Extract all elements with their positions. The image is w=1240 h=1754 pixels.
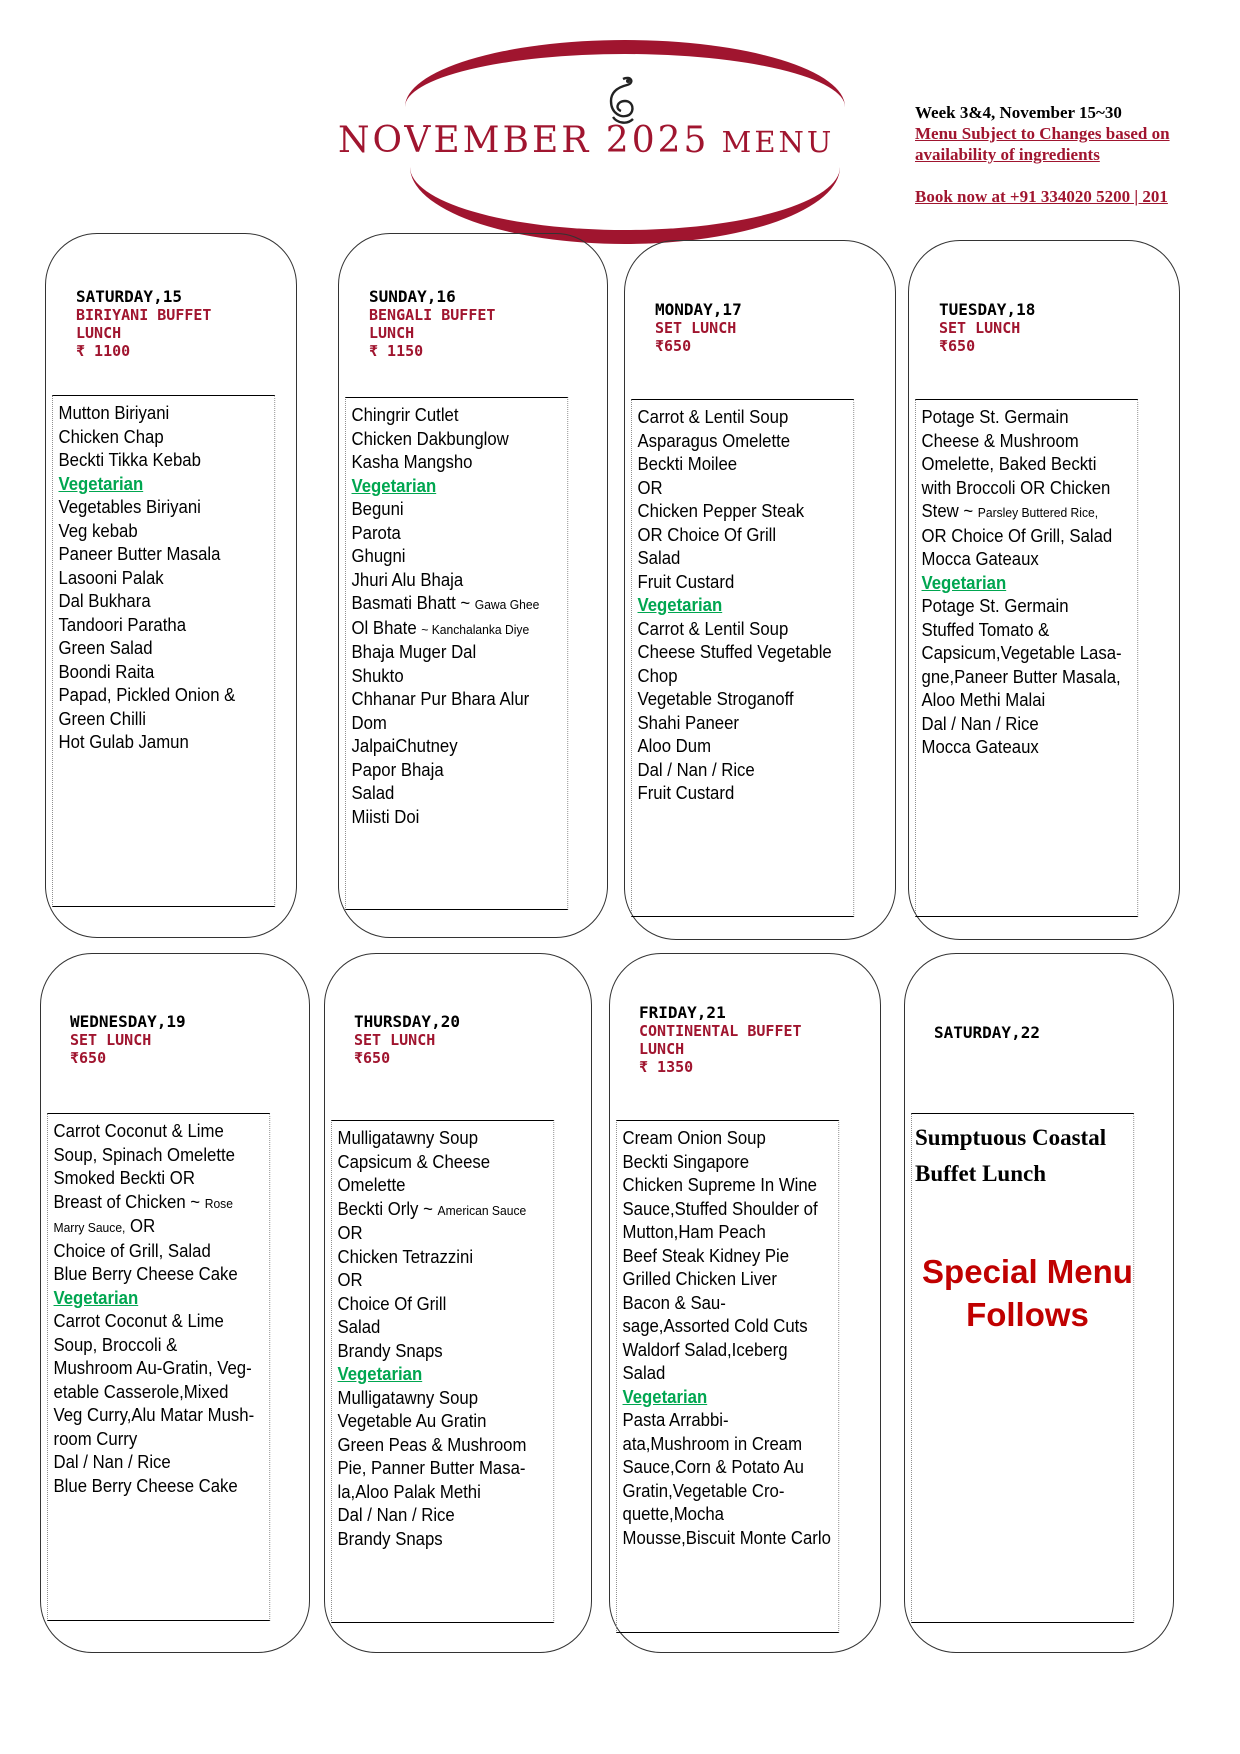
menu-item: Chicken Pepper Steak [637,501,805,521]
menu-item: Potage St. Germain [921,596,1069,616]
menu-type: BIRIYANI BUFFET [76,306,212,324]
menu-line [54,1144,266,1168]
menu-line [922,642,1134,666]
menu-item: Grilled Chicken Liver [622,1269,777,1289]
day-title: SATURDAY,15 [76,287,182,306]
menu-item: Bhaja Muger Dal [351,642,477,662]
day-title: FRIDAY,21 [639,1003,726,1022]
menu-item: Aloo Methi Malai [921,690,1046,710]
menu-item: OR [637,477,663,498]
menu-item: Salad [351,783,395,803]
menu-item: Omelette [337,1175,406,1195]
menu-item: Pasta Arrabbi- [622,1410,729,1430]
menu-item: Miisti Doi [351,806,420,827]
menu-item: Jhuri Alu Bhaja [351,569,464,590]
menu-item: Dal / Nan / Rice [337,1505,455,1525]
vegetarian-heading: Vegetarian [637,595,723,615]
special-line: Follows [966,1296,1089,1333]
menu-item: Mulligatawny Soup [337,1128,479,1148]
menu-line [638,500,850,524]
day-title: SATURDAY,22 [934,1023,1040,1042]
day-title: SUNDAY,16 [369,287,456,306]
brand-logo-icon [601,73,639,127]
menu-item: with Broccoli OR Chicken [921,477,1111,498]
day-header [354,1013,460,1067]
menu-line [623,1386,835,1410]
menu-line [922,619,1134,643]
menu-item: Brandy Snaps [337,1528,443,1549]
menu-line [338,1363,550,1387]
menu-item: Dal / Nan / Rice [637,759,755,780]
menu-item: Beckti Singapore [622,1151,750,1172]
menu-line [352,475,564,499]
menu-line [623,1292,835,1316]
menu-item: gne,Paneer Butter Masala, [921,666,1121,687]
menu-line [638,665,850,689]
menu-line [338,1340,550,1364]
menu-item: Breast of Chicken ~ [53,1191,205,1212]
day-title: WEDNESDAY,19 [70,1012,186,1031]
day-header [76,288,211,360]
menu-line [638,759,850,783]
menu-item: American Sauce [437,1202,527,1218]
menu-line [59,614,271,638]
menu-items [331,1120,554,1623]
menu-item: Salad [337,1317,381,1337]
menu-item: OR [125,1216,156,1236]
menu-line [54,1215,266,1240]
menu-line [922,548,1134,572]
menu-item: Soup, Broccoli & [53,1334,178,1355]
price: ₹ 1100 [76,342,131,360]
menu-line [623,1221,835,1245]
menu-line [623,1174,835,1198]
menu-line [623,1315,835,1339]
menu-item: Shukto [351,665,404,686]
menu-line [352,545,564,569]
menu-item: Chicken Dakbunglow [351,428,509,449]
menu-line [623,1339,835,1363]
menu-line [922,666,1134,690]
day-header [934,1024,1040,1042]
menu-line [922,713,1134,737]
menu-item: Carrot Coconut & Lime [53,1311,224,1331]
menu-type: LUNCH [639,1040,685,1058]
menu-line [59,731,271,755]
menu-item: Tandoori Paratha [58,614,187,635]
menu-item: Basmati Bhatt ~ [351,593,475,613]
menu-item: Dal / Nan / Rice [921,713,1039,734]
menu-item: OR Choice Of Grill [637,524,777,545]
menu-item: Mulligatawny Soup [337,1387,479,1408]
menu-item: etable Casserole,Mixed [53,1381,229,1402]
menu-line [54,1263,266,1287]
day-header [369,288,495,360]
menu-subject-link-2[interactable]: availability of ingredients [915,145,1100,164]
menu-item: ata,Mushroom in Cream [622,1433,803,1454]
menu-item: Dal / Nan / Rice [53,1452,171,1472]
day-header [639,1004,802,1076]
coastal-line: Buffet Lunch [915,1161,1046,1186]
menu-line [623,1456,835,1480]
menu-item: Mocca Gateaux [921,737,1039,757]
menu-type: SET LUNCH [70,1031,152,1049]
menu-item: Choice of Grill, Salad [53,1240,211,1261]
menu-line [352,617,564,642]
menu-line [352,712,564,736]
menu-item: Cream Onion Soup [622,1128,766,1148]
menu-item: Cheese Stuffed Vegetable [637,642,832,662]
menu-item: Salad [637,548,681,568]
menu-line [59,637,271,661]
menu-item: Marry Sauce, [53,1220,126,1235]
day-title: TUESDAY,18 [939,300,1036,319]
menu-item: Hot Gulab Jamun [58,732,189,752]
menu-item: Veg Curry,Alu Matar Mush- [53,1405,255,1425]
menu-type: LUNCH [76,324,122,342]
menu-line [54,1287,266,1311]
menu-items [52,395,275,907]
menu-line [922,736,1134,760]
menu-line [338,1528,550,1552]
menu-line [338,1222,550,1246]
menu-item: Beckti Moilee [637,454,738,474]
title-tail: MENU [709,125,835,159]
price: ₹ 1150 [369,342,424,360]
menu-item: Fruit Custard [637,571,735,592]
day-title: THURSDAY,20 [354,1012,460,1031]
menu-item: Mousse,Biscuit Monte Carlo [622,1527,831,1548]
menu-item: Beef Steak Kidney Pie [622,1245,790,1266]
menu-line [59,520,271,544]
menu-line [59,567,271,591]
menu-item: Kasha Mangsho [351,452,473,472]
menu-item: la,Aloo Palak Methi [337,1481,481,1502]
menu-line [338,1316,550,1340]
menu-items [616,1120,839,1633]
menu-line [922,406,1134,430]
menu-item: Beguni [351,499,404,519]
menu-line [638,477,850,501]
menu-line [338,1387,550,1411]
menu-item: Bacon & Sau- [622,1292,726,1313]
menu-line [623,1433,835,1457]
menu-line [59,496,271,520]
menu-item: Choice Of Grill [337,1293,447,1314]
menu-line [623,1409,835,1433]
menu-line [338,1151,550,1175]
menu-subject-link-1[interactable]: Menu Subject to Changes based on [915,124,1170,143]
menu-line [623,1127,835,1151]
menu-line [352,522,564,546]
menu-line [54,1404,266,1428]
menu-item: Chop [637,665,678,686]
menu-line [638,571,850,595]
day-header [939,301,1035,355]
menu-line [54,1191,266,1216]
title-main: NOVEMBER 2025 [338,120,710,161]
vegetarian-heading: Vegetarian [53,1287,139,1308]
menu-item: Lasooni Palak [58,567,164,588]
menu-line [338,1457,550,1481]
menu-item: ~ Kanchalanka Diye [421,621,530,637]
menu-item: sage,Assorted Cold Cuts [622,1316,808,1336]
menu-line [638,782,850,806]
menu-line [638,524,850,548]
menu-type: LUNCH [369,324,415,342]
menu-item: Mocca Gateaux [921,549,1039,569]
menu-item: Shahi Paneer [637,712,739,733]
menu-item: Vegetables Biriyani [58,497,201,517]
menu-type: SET LUNCH [655,319,737,337]
menu-line [352,498,564,522]
book-now-link[interactable]: Book now at +91 334020 5200 | 201 [915,187,1168,206]
menu-line [638,430,850,454]
menu-item: Capsicum & Cheese [337,1151,491,1172]
menu-item: Chhanar Pur Bhara Alur [351,689,530,709]
menu-items [47,1113,270,1621]
menu-item: Carrot & Lentil Soup [637,618,789,639]
coastal-line: Sumptuous Coastal [915,1125,1107,1150]
menu-line [54,1120,266,1144]
menu-item: Stuffed Tomato & [921,619,1050,640]
menu-items [631,399,854,917]
menu-line [352,404,564,428]
menu-item: Papor Bhaja [351,759,444,780]
menu-line [338,1174,550,1198]
menu-line [338,1434,550,1458]
menu-item: Potage St. Germain [921,407,1069,427]
menu-item: Dom [351,712,387,733]
menu-items [345,397,568,910]
menu-item: Green Chilli [58,708,146,729]
menu-line [922,500,1134,525]
menu-item: Chicken Tetrazzini [337,1246,474,1267]
menu-item: Carrot Coconut & Lime [53,1121,224,1141]
day-title: MONDAY,17 [655,300,742,319]
menu-line [623,1151,835,1175]
menu-type: BENGALI BUFFET [369,306,496,324]
menu-line [59,473,271,497]
menu-item: Brandy Snaps [337,1340,443,1361]
menu-line [54,1310,266,1334]
menu-line [338,1127,550,1151]
menu-line [623,1268,835,1292]
menu-line [623,1503,835,1527]
menu-type: CONTINENTAL BUFFET [639,1022,802,1040]
menu-item: Cheese & Mushroom [921,430,1079,451]
special-menu-text [915,1250,1140,1336]
menu-item: Aloo Dum [637,736,712,756]
menu-item: Dal Bukhara [58,591,151,611]
price: ₹650 [939,337,976,355]
menu-item: Fruit Custard [637,783,735,803]
menu-line [922,689,1134,713]
vegetarian-heading: Vegetarian [351,475,437,496]
menu-item: Blue Berry Cheese Cake [53,1264,238,1284]
menu-item: OR [337,1223,363,1243]
menu-item: Ghugni [351,546,406,566]
menu-line [638,594,850,618]
menu-line [54,1428,266,1452]
menu-line [59,426,271,450]
vegetarian-heading: Vegetarian [921,572,1007,593]
menu-line [638,618,850,642]
menu-line [638,453,850,477]
menu-item: Mutton Biriyani [58,403,170,423]
menu-line [638,547,850,571]
menu-line [54,1475,266,1499]
menu-line [352,451,564,475]
menu-item: room Curry [53,1428,138,1449]
price: ₹650 [70,1049,107,1067]
menu-line [638,688,850,712]
menu-type: SET LUNCH [939,319,1021,337]
menu-item: quette,Mocha [622,1504,724,1524]
menu-line [338,1481,550,1505]
menu-item: Vegetable Stroganoff [637,689,794,709]
menu-line [352,782,564,806]
menu-item: Soup, Spinach Omelette [53,1144,235,1165]
menu-line [54,1167,266,1191]
menu-line [338,1269,550,1293]
special-line: Special Menu [922,1253,1133,1290]
menu-item: Chingrir Cutlet [351,405,459,425]
menu-line [352,759,564,783]
day-header [70,1013,186,1067]
page-title [338,120,834,161]
menu-item: Paneer Butter Masala [58,544,221,564]
menu-item: Mutton,Ham Peach [622,1222,766,1242]
menu-line [54,1240,266,1264]
menu-item: Boondi Raita [58,661,155,682]
menu-line [922,595,1134,619]
menu-item: Beckti Orly ~ [337,1198,438,1219]
menu-item: Blue Berry Cheese Cake [53,1475,238,1496]
menu-item: Chicken Chap [58,426,164,447]
menu-item: Veg kebab [58,520,138,541]
menu-line [623,1480,835,1504]
menu-line [352,735,564,759]
menu-item: OR Choice Of Grill, Salad [921,525,1113,546]
price: ₹650 [354,1049,391,1067]
menu-line [352,688,564,712]
menu-line [54,1451,266,1475]
menu-line [623,1245,835,1269]
menu-line [59,543,271,567]
menu-item: JalpaiChutney [351,736,458,756]
menu-item: Gratin,Vegetable Cro- [622,1480,785,1501]
week-text: Week 3&4, November 15~30 [915,103,1122,122]
menu-item: Mushroom Au-Gratin, Veg- [53,1358,252,1378]
menu-item: Sauce,Stuffed Shoulder of [622,1198,818,1219]
menu-line [352,428,564,452]
menu-line [59,402,271,426]
menu-item: Asparagus Omelette [637,430,791,451]
menu-item: Omelette, Baked Beckti [921,454,1097,474]
menu-line [922,525,1134,549]
menu-item: Green Peas & Mushroom [337,1434,527,1455]
menu-line [338,1198,550,1223]
menu-item: Beckti Tikka Kebab [58,450,201,470]
menu-item: Salad [622,1363,666,1383]
day-header [655,301,742,355]
menu-item: Rose [204,1195,233,1211]
menu-line [623,1527,835,1551]
menu-item: Stew ~ [921,501,978,521]
menu-line [638,712,850,736]
menu-line [922,572,1134,596]
menu-item: Capsicum,Vegetable Lasa- [921,643,1122,663]
menu-line [54,1381,266,1405]
menu-type: SET LUNCH [354,1031,436,1049]
menu-item: Green Salad [58,638,153,658]
menu-line [338,1410,550,1434]
menu-line [638,641,850,665]
menu-item: Smoked Beckti OR [53,1168,195,1188]
menu-item: Pie, Panner Butter Masa- [337,1458,526,1478]
menu-line [352,665,564,689]
vegetarian-heading: Vegetarian [337,1364,423,1384]
menu-item: OR [337,1270,363,1290]
menu-line [54,1357,266,1381]
menu-item: Papad, Pickled Onion & [58,685,236,705]
menu-item: Parsley Buttered Rice, [977,505,1099,520]
menu-item: Carrot & Lentil Soup [637,407,789,427]
menu-line [338,1246,550,1270]
menu-item: Vegetable Au Gratin [337,1411,487,1431]
menu-line [922,430,1134,454]
menu-line [59,661,271,685]
menu-line [59,708,271,732]
vegetarian-heading: Vegetarian [58,473,144,494]
menu-line [623,1362,835,1386]
menu-line [352,569,564,593]
menu-items [915,399,1138,917]
menu-line [922,477,1134,501]
menu-item: Chicken Supreme In Wine [622,1175,817,1195]
menu-line [59,590,271,614]
menu-line [59,449,271,473]
price: ₹650 [655,337,692,355]
menu-line [352,641,564,665]
vegetarian-heading: Vegetarian [622,1386,708,1407]
menu-line [623,1198,835,1222]
menu-line [638,406,850,430]
menu-line [59,684,271,708]
header-info [915,102,1240,207]
menu-line [338,1504,550,1528]
menu-item: Ol Bhate [351,617,422,638]
menu-line [638,735,850,759]
menu-line [922,453,1134,477]
coastal-buffet-text [915,1120,1106,1192]
menu-line [352,806,564,830]
menu-item: Parota [351,522,401,543]
menu-item: Waldorf Salad,Iceberg [622,1339,788,1360]
menu-line [338,1293,550,1317]
menu-item: Sauce,Corn & Potato Au [622,1457,804,1477]
menu-item: Gawa Ghee [474,597,540,612]
price: ₹ 1350 [639,1058,694,1076]
menu-line [54,1334,266,1358]
menu-line [352,592,564,617]
